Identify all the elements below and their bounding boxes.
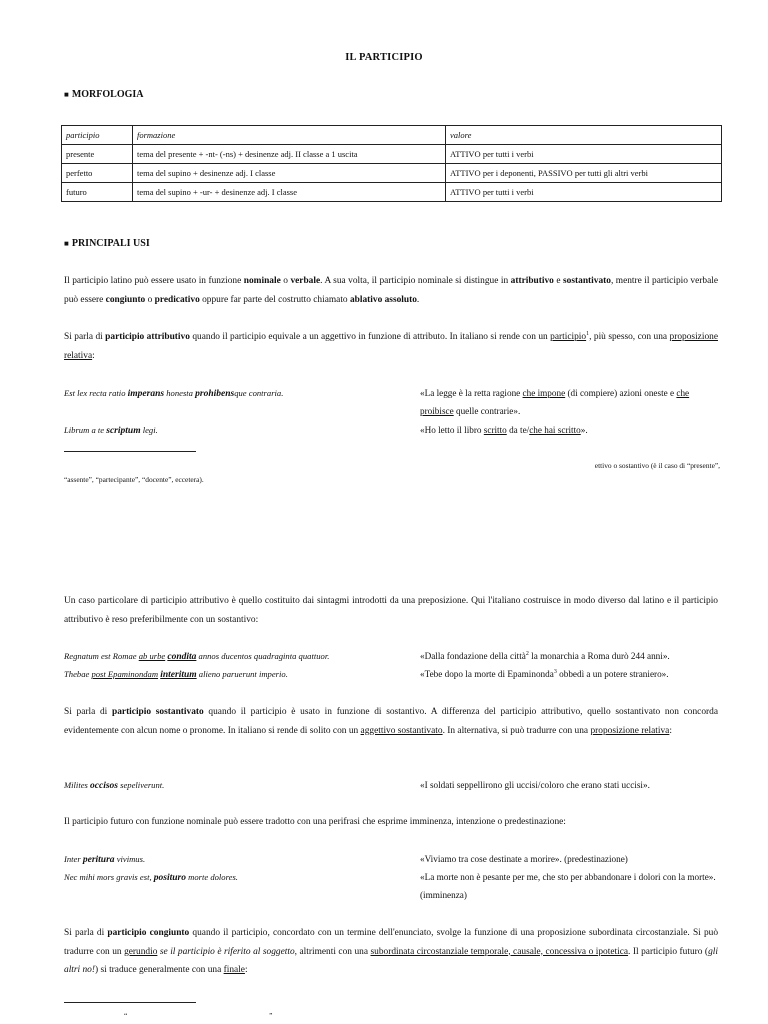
morphology-table [61, 125, 722, 202]
example-translation: «La legge è la retta ragione che impone (di compiere) azioni oneste e che proibisce quelle contrarie». [420, 388, 690, 416]
table-header-cell: formazione [133, 126, 446, 145]
table-cell: futuro [62, 183, 133, 202]
table-cell: tema del supino + desinenze adj. I classe [133, 164, 446, 183]
footnote-ref: 2 [525, 650, 529, 657]
paragraph-participio-attributivo: Si parla di participio attributivo quando il participio equivale a un aggettivo in funzione di attributo. In italiano si rende con un participio$^1$, più spesso, con una proposizione relativa: [64, 330, 718, 361]
example-translation: «Viviamo tra cose destinate a morire». (predestinazione) [420, 854, 628, 864]
table-cell: perfetto [62, 164, 133, 183]
section-heading-morfologia [64, 89, 144, 100]
table-cell: ATTIVO per tutti i verbi [446, 183, 722, 202]
table-cell: tema del supino + -ur- + desinenze adj. I classe [133, 183, 446, 202]
footnote-separator [64, 1002, 196, 1003]
bullet-square: ■ [64, 90, 69, 99]
footnote-ref: 1 [586, 330, 590, 337]
table-header-cell: participio [62, 126, 133, 145]
footnote-ref: 3 [553, 668, 557, 675]
section-heading-text: MORFOLOGIA [71, 89, 144, 100]
example-latin: Regnatum est Romae ab urbe condita annos ducentos quadraginta quattuor. [64, 651, 330, 662]
page-title: IL PARTICIPIO [345, 52, 423, 63]
section-heading-principali-usi [64, 238, 150, 249]
example-translation: «I soldati seppellirono gli uccisi/coloro che erano stati uccisi». [420, 780, 650, 790]
example-translation: «Ho letto il libro scritto da te/che hai scritto». [420, 425, 588, 435]
bullet-square: ■ [64, 239, 69, 248]
example-latin: Librum a te scriptum legi. [64, 425, 158, 436]
paragraph-participio-congiunto: Si parla di participio congiunto quando il participio, concordato con un termine dell'enunciato, svolge la funzione di una proposizione subordinata circostanziale. Si può tradurre con un gerundio se il participio è riferito al soggetto, altrimenti con una subordinata circostanziale temporale, causale, concessiva o ipotetica. Il participio futuro (gli altri no!) si traduce generalmente con una finale: [64, 928, 719, 975]
table-row [62, 145, 722, 164]
table-cell: presente [62, 145, 133, 164]
table-cell: tema del presente + -nt- (-ns) + desinenze adj. II classe a 1 uscita [133, 145, 446, 164]
section-heading-text: PRINCIPALI USI [71, 238, 150, 249]
table-cell: ATTIVO per tutti i verbi [446, 145, 722, 164]
paragraph-participio-sostantivato: Si parla di participio sostantivato quando il participio è usato in funzione di sostantivo. A differenza del participio attributivo, quello sostantivato non concorda evidentemente con alcun nome o pronome. In italiano si rende di solito con un aggettivo sostantivato. In alternativa, si può tradurre con una proposizione relativa: [64, 707, 718, 736]
table-header-cell: valore [446, 126, 722, 145]
paragraph-participio-futuro: Il participio futuro con funzione nominale può essere tradotto con una perifrasi che esprime imminenza, intenzione o predestinazione: [64, 817, 566, 827]
example-translation: «Tebe dopo la morte di Epaminonda$^3$ obbedì a un potere straniero». [420, 668, 669, 679]
paragraph-intro: Il participio latino può essere usato in funzione nominale o verbale. A sua volta, il participio nominale si distingue in attributivo e sostantivato, mentre il participio verbale può essere congiunto o predicativo oppure far parte del costrutto chiamato ablativo assoluto. [64, 276, 719, 305]
table-cell: ATTIVO per i deponenti, PASSIVO per tutti gli altri verbi [446, 164, 722, 183]
example-translation: «Dalla fondazione della città$^2$ la monarchia a Roma durò 244 anni». [420, 650, 670, 661]
table-row [62, 183, 722, 202]
footnote-separator [64, 451, 196, 452]
table-row [62, 164, 722, 183]
footnote-text: “ ” [124, 1011, 343, 1020]
example-latin: Est lex recta ratio imperans honesta prohibensque contraria. [64, 388, 284, 399]
paragraph-preposizione: Un caso particolare di participio attributivo è quello costituito dai sintagmi introdotti da una preposizione. Qui l'italiano costruisce in modo diverso dal latino e il participio attributivo è reso preferibilmente con un sostantivo: [64, 596, 718, 625]
example-latin: Inter peritura vivimus. [64, 854, 146, 865]
table-header-row [62, 126, 722, 145]
footnote-text: ettivo o sostantivo (è il caso di “presente”, [594, 461, 720, 470]
example-latin: Nec mihi mors gravis est, posituro morte dolores. [64, 872, 238, 883]
example-latin: Thebae post Epaminondam interitum alieno paruerunt imperio. [64, 669, 288, 680]
example-latin: Milites occisos sepeliverunt. [64, 780, 165, 791]
example-translation: «La morte non è pesante per me, che sto per abbandonare i dolori con la morte». (imminenza) [420, 872, 716, 900]
footnote-text: “assente”, “partecipante”, “docente”, eccetera). [64, 475, 204, 484]
